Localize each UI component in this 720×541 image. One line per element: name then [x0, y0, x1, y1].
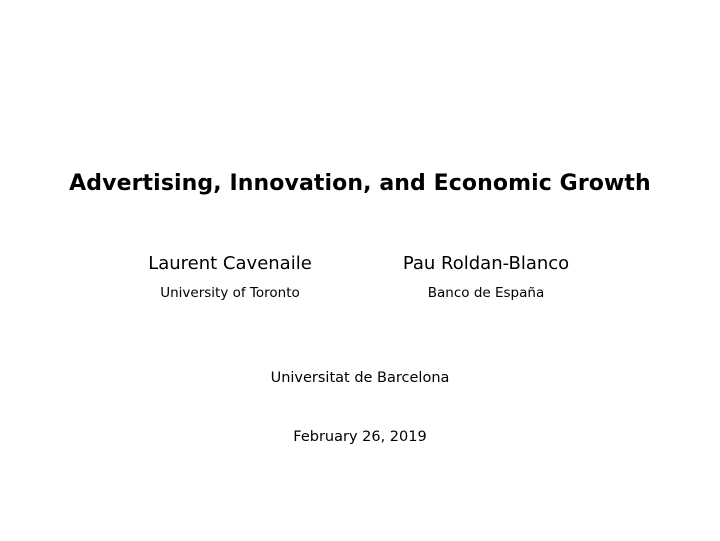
- author-affiliation: Banco de España: [427, 285, 545, 301]
- author-block-2: [366, 252, 606, 302]
- author-block-1: [110, 252, 350, 302]
- author-name: Laurent Cavenaile: [148, 253, 312, 274]
- author-name: Pau Roldan-Blanco: [402, 253, 570, 274]
- presentation-title: Advertising, Innovation, and Economic Growth: [69, 171, 651, 196]
- author-affiliation: University of Toronto: [160, 285, 300, 301]
- presentation-venue: Universitat de Barcelona: [270, 370, 450, 386]
- presentation-date: February 26, 2019: [293, 429, 427, 445]
